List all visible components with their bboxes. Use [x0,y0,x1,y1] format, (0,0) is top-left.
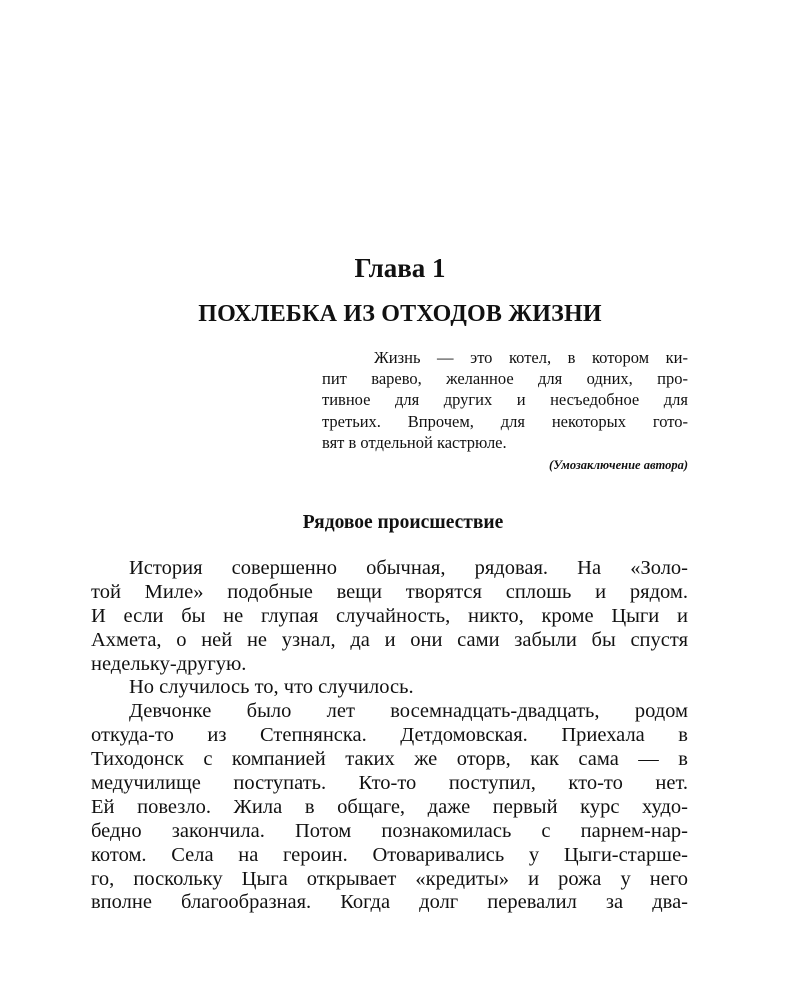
epigraph-line: третьих. Впрочем, для некоторых гото- [322,411,688,431]
epigraph-line: тивное для других и несъедобное для [322,390,688,410]
body-line: Девчонке было лет восемнадцать-двадцать, родом [129,700,688,723]
body-line: той Миле» подобные вещи творятся сплошь и рядом. [91,580,688,603]
body-line: Ей повезло. Жила в общаге, даже первый курс худо- [91,795,688,818]
epigraph [322,347,688,475]
epigraph-line: пит варево, желанное для одних, про- [322,369,688,389]
body-line: История совершенно обычная, рядовая. На «Золо- [129,557,688,579]
body-line: И если бы не глупая случайность, никто, кроме Цыги и [91,604,688,627]
body-line: медучилище поступать. Кто-то поступил, кто-то нет. [91,772,688,795]
body-line: бедно закончила. Потом познакомилась с парнем-нар- [91,819,688,842]
epigraph-line: Жизнь — это котел, в котором ки- [374,348,688,367]
epigraph-source: (Умозаключение автора) [549,458,688,473]
body-line: откуда-то из Степнянска. Детдомовская. Приехала в [91,724,688,747]
body-line: Ахмета, о ней не узнал, да и они сами забыли бы спустя [91,628,688,651]
body-line: недельку-другую. [91,652,247,675]
body-line: Тиходонск с компанией таких же оторв, как сама — в [91,748,688,771]
body-line: вполне благообразная. Когда долг перевалил за два- [91,891,688,914]
body-line: го, поскольку Цыга открывает «кредиты» и рожа у него [91,867,688,890]
body-line: Но случилось то, что случилось. [129,676,414,699]
section-title: Рядовое происшествие [302,512,504,533]
chapter-title: ПОХЛЕБКА ИЗ ОТХОДОВ ЖИЗНИ [198,301,602,327]
epigraph-line: вят в отдельной кастрюле. [322,432,507,452]
body-line: котом. Села на героин. Отоваривались у Цыги-старше- [91,843,688,866]
body-text [91,557,688,915]
chapter-number: Глава 1 [354,253,446,283]
